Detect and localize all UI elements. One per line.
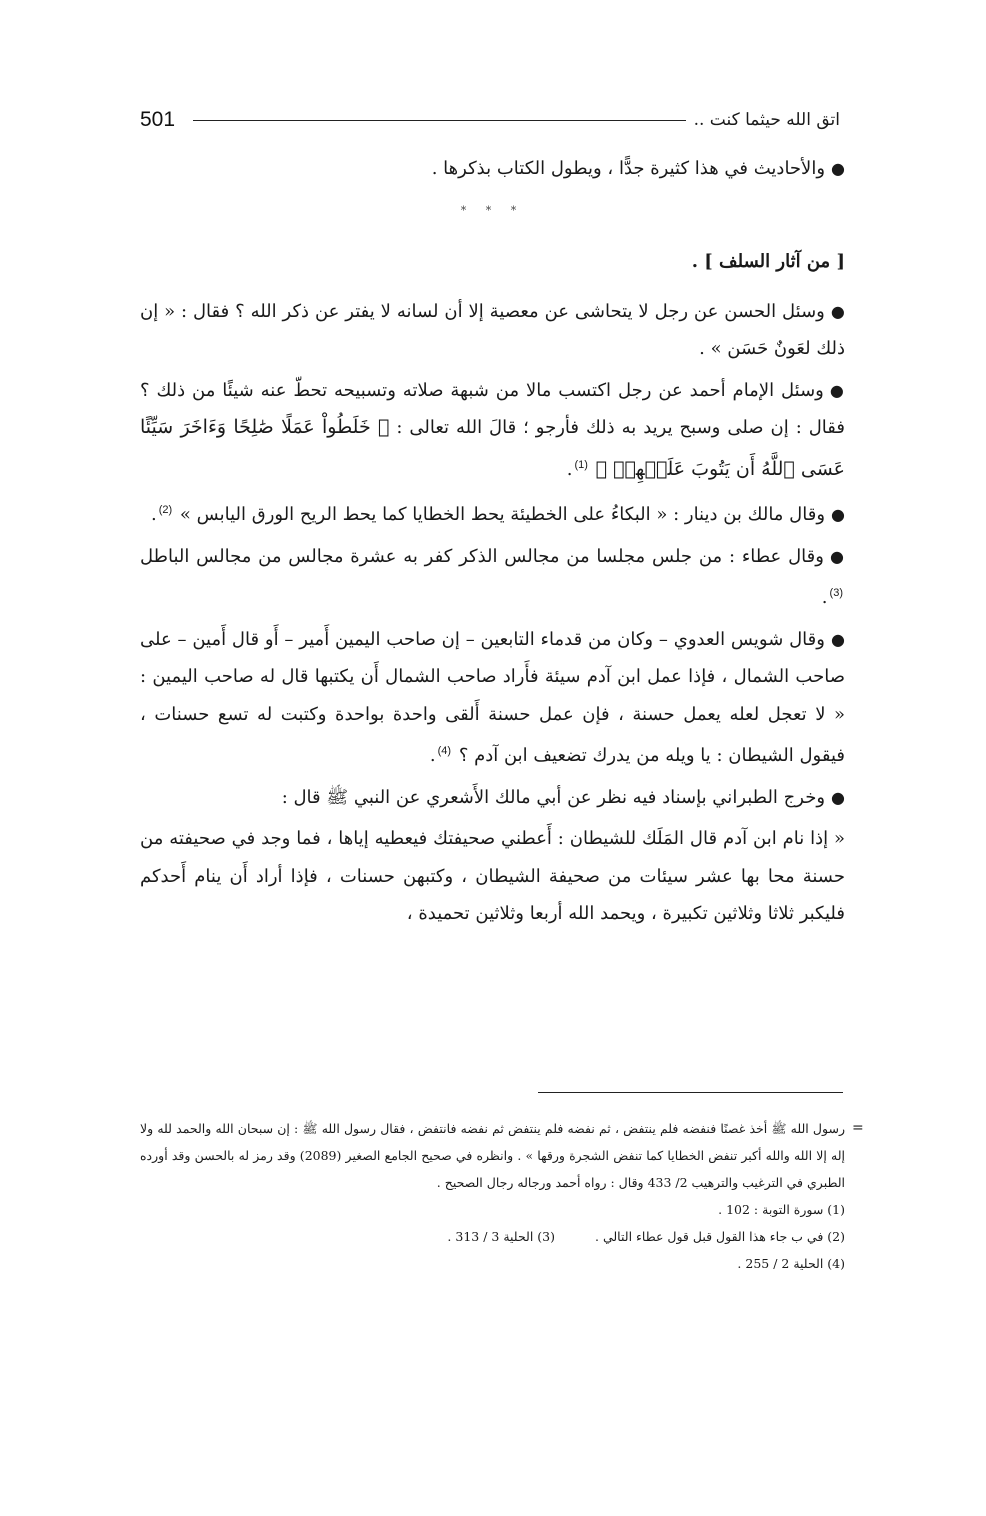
footnote-ref-2: (2) (158, 504, 173, 516)
footnote-1: (1) سورة التوبة : 102 . (718, 1202, 845, 1217)
intro-paragraph (140, 150, 845, 188)
intro-text: والأحاديث في هذا كثيرة جدًّا ، ويطول الكتاب بذكرها . (431, 158, 826, 179)
paragraph-ata (140, 538, 845, 617)
bullet-icon: ● (830, 301, 845, 321)
paragraph-ahmad (140, 372, 845, 489)
paragraph-malik (140, 492, 845, 534)
end-mark: . (821, 587, 828, 608)
bullet-icon: ● (831, 159, 845, 178)
bullet-icon: ● (831, 505, 845, 524)
bullet-icon: ● (831, 787, 845, 807)
continuation-mark: = (852, 1120, 864, 1136)
paragraph-hasan (140, 293, 845, 368)
bullet-icon: ● (829, 380, 845, 400)
paragraph-text: وسئل الإمام أحمد عن رجل اكتسب مالا من شبهة صلاته وتسبيحه تحطّ عنه شيئًا من ذلك ؟ فقال : إن صلى وسبح يريد به ذلك فأرجو ؛ قالَ الله تعالى : (140, 379, 845, 438)
hadith-text: « إذا نام ابن آدم قال المَلَك للشيطان : أَعطني صحيفتك فيعطيه إياها ، فما وجد في صحيفته من حسنة محا بها عشر سيئات من صحيفة الشيطان ، وكتبهن حسنات ، فإذا أراد أَن ينام أَحدكم فليكبر ثلاثا وثلاثين تكبيرة ، ويحمد الله أربعا وثلاثين تحميدة ، (140, 828, 845, 924)
main-text (140, 150, 845, 937)
page-header (140, 104, 840, 136)
paragraph-text: وقال مالك بن دينار : « البكاءُ على الخطيئة يحط الخطايا كما يحط الريح الورق اليابس » (179, 504, 826, 525)
header-rule (193, 120, 686, 121)
paragraph-text: وقال عطاء : من جلس مجلسا من مجالس الذكر كفر به عشرة مجالس من مجالس الباطل (140, 545, 824, 567)
footnote-row (140, 1223, 845, 1250)
paragraph-text: وقال شويس العدوي – وكان من قدماء التابعين – إن صاحب اليمين أَمير – أَو قال أَمين – على صاحب الشمال ، فإذا عمل ابن آدم سيئة فأَراد صاحب الشمال أَن يكتبها قال له صاحب اليمين : « لا تعجل لعله يعمل حسنة ، فإن عمل حسنة أَلقى واحدة بواحدة وكتبت له تسع حسنات ، فيقول الشيطان : يا ويله من يدرك تضعيف ابن آدم ؟ (140, 628, 845, 766)
footnote-4: (4) الحلية 2 / 255 . (737, 1256, 845, 1271)
quran-verse: ﴿ خَلَطُواْ عَمَلًا صَٰلِحًا وَءَاخَرَ سَيِّئًا عَسَى ٱللَّهُ أَن يَتُوبَ عَلَيۡهِمۡ ﴾ (140, 416, 845, 480)
bullet-icon: ● (830, 629, 846, 649)
running-title: اتق الله حيثما كنت .. (693, 110, 840, 130)
page-number: 501 (140, 108, 176, 131)
footnote-3: (3) الحلية 3 / 313 . (447, 1229, 555, 1244)
end-mark: . (566, 458, 573, 480)
bullet-icon: ● (829, 546, 845, 566)
footnote-ref-1: (1) (574, 458, 588, 471)
footnote-ref-3: (3) (829, 587, 843, 599)
footnote-2: (2) في ب جاء هذا القول قبل قول عطاء التالي . (595, 1229, 845, 1244)
section-heading: [ من آثار السلف ] . (691, 251, 845, 272)
footnotes (140, 1115, 845, 1277)
footnote-rule (538, 1092, 843, 1093)
section-separator: * * * (460, 203, 525, 217)
footnote-continuation: رسول الله ﷺ أخذ غصنًا فنفضه فلم ينتفض ، ثم نفضه فلم ينتفض ثم نفضه فانتفض ، فقال رسول الله ﷺ : إن سبحان الله والحمد لله ولا إله إلا الله والله أكبر تنفض الخطايا كما تنفض الشجرة ورقها » . وانظره في صحيح الجامع الصغير (2089) وقد رمز له بالحسن وقد أورده الطبري في الترغيب والترهيب 2/ 433 وقال : رواه أحمد ورجاله رجال الصحيح . (140, 1121, 845, 1190)
paragraph-text: وسئل الحسن عن رجل لا يتحاشى عن معصية إلا أن لسانه لا يفتر عن ذكر الله ؟ فقال : « إن ذلك لعَونٌ حَسَن » . (140, 300, 845, 359)
end-mark: . (429, 745, 436, 766)
paragraph-text: وخرج الطبراني بإسناد فيه نظر عن أبي مالك الأَشعري عن النبي ﷺ قال : (281, 786, 826, 808)
paragraph-shuwais (140, 621, 845, 775)
paragraph-tabarani (140, 779, 845, 817)
footnote-ref-4: (4) (437, 745, 452, 757)
end-mark: . (150, 504, 157, 525)
